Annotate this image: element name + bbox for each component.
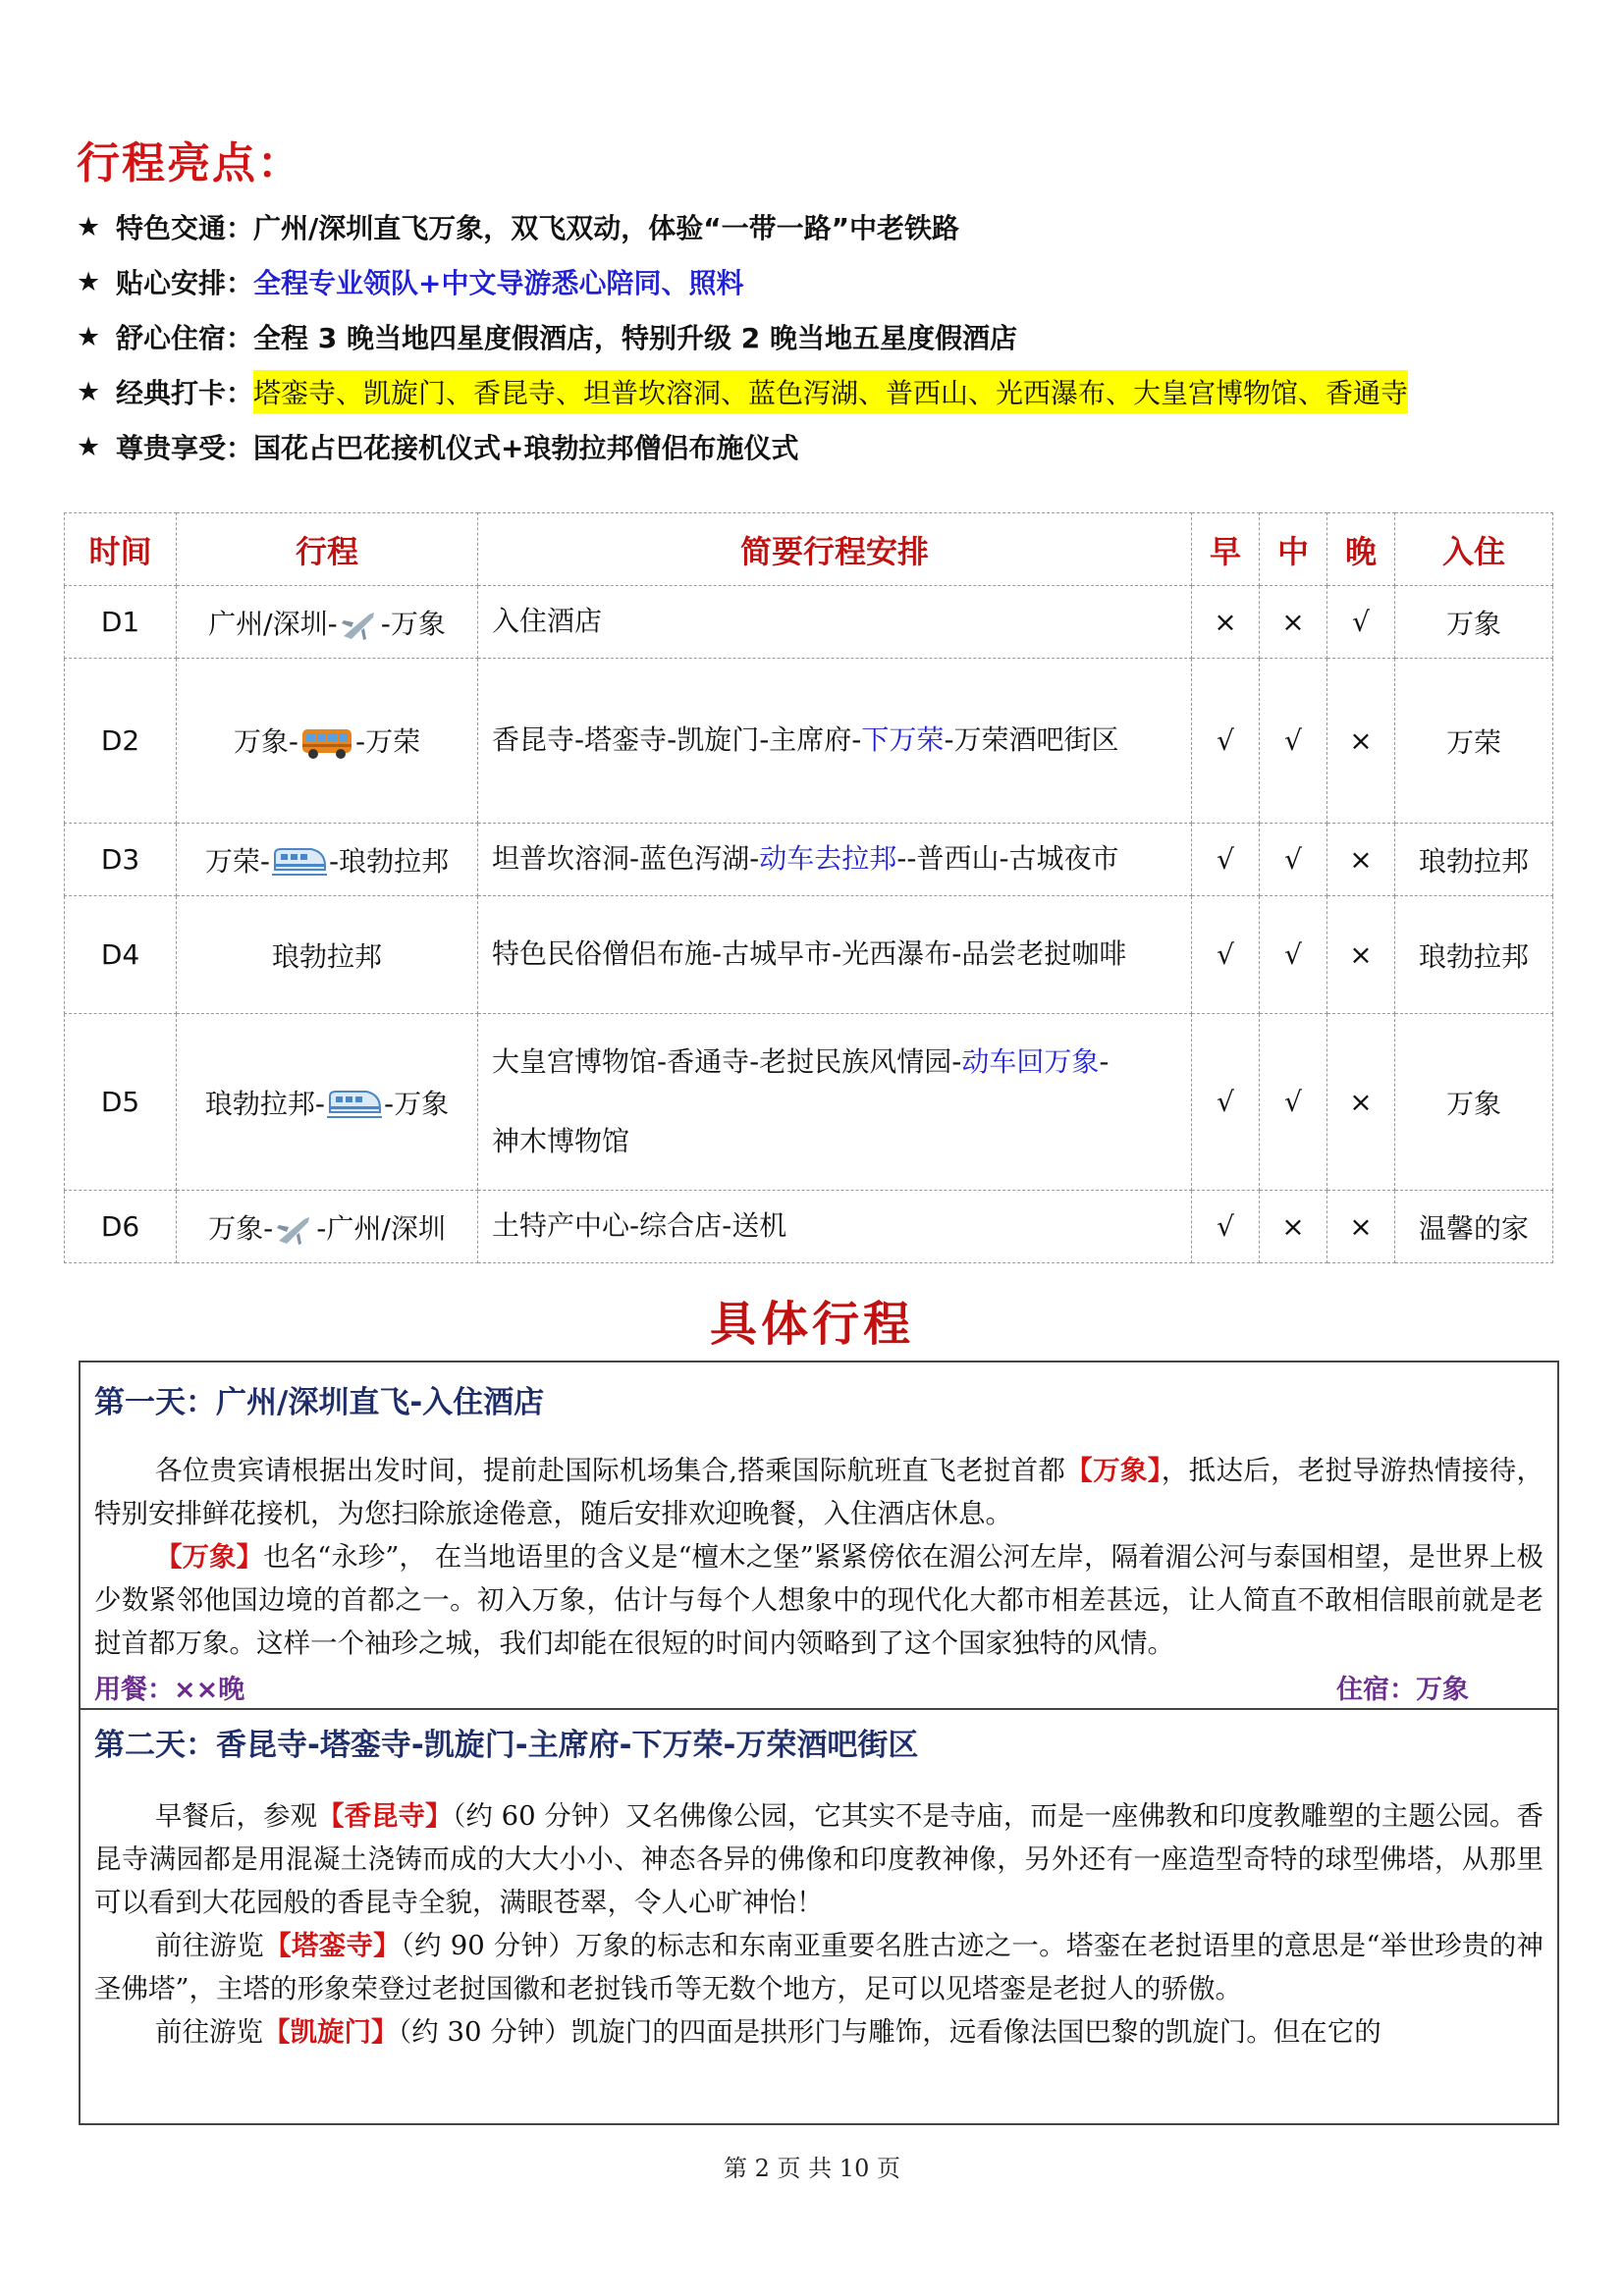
stay-cell: 万象	[1395, 1014, 1553, 1191]
route-to: -万象	[384, 1087, 450, 1120]
highlight-item	[77, 309, 1549, 364]
day2-heading-row	[81, 1710, 1557, 1773]
table-row	[65, 659, 1553, 824]
summary-transport: 动车去拉邦	[759, 842, 897, 876]
route-from: 琅勃拉邦	[271, 939, 382, 973]
header-summary: 简要行程安排	[478, 513, 1192, 586]
header-lunch: 中	[1260, 513, 1327, 586]
stay-cell: 温馨的家	[1395, 1191, 1553, 1263]
place-name: 【万象】	[1065, 1455, 1162, 1486]
summary-text: 入住酒店	[492, 605, 603, 638]
summary-text: --普西山-古城夜市	[896, 842, 1119, 876]
header-dinner: 晚	[1327, 513, 1395, 586]
header-time: 时间	[65, 513, 177, 586]
route-cell	[177, 586, 478, 659]
lunch-cell: √	[1260, 896, 1327, 1014]
lunch-cell: ×	[1260, 1191, 1327, 1263]
header-stay: 入住	[1395, 513, 1553, 586]
star-icon: ★	[77, 321, 101, 352]
detail-box	[79, 1361, 1559, 2125]
summary-text: 大皇宫博物馆-香通寺-老挝民族风情园-	[492, 1044, 962, 1078]
highlight-item	[77, 364, 1549, 419]
page-footer: 第 2 页 共 10 页	[724, 2155, 900, 2182]
text: （约 60 分钟）又名佛像公园，它其实不是寺庙，而是一座佛教和印度教雕塑的主题公园。香昆寺满园都是用混凝土浇铸而成的大大小小、神态各异的佛像和印度教神像，另外还有一座造型奇特的球型佛塔，从那里可以看到大花园般的香昆寺全貌，满眼苍翠，令人心旷神怡！	[94, 1800, 1543, 1918]
stay-cell: 万荣	[1395, 659, 1553, 824]
lunch-cell: √	[1260, 824, 1327, 896]
airplane-icon	[275, 1213, 314, 1247]
highlight-label: 特色交通：	[116, 212, 254, 244]
place-name: 【塔銮寺】	[264, 1930, 401, 1961]
stay-cell: 万象	[1395, 586, 1553, 659]
place-name: 【香昆寺】	[317, 1800, 453, 1832]
stay-cell: 琅勃拉邦	[1395, 824, 1553, 896]
dinner-cell: ×	[1327, 1014, 1395, 1191]
route-cell	[177, 1014, 478, 1191]
text: （约 30 分钟）凯旋门的四面是拱形门与雕饰，远看像法国巴黎的凯旋门。但在它的	[398, 2016, 1381, 2048]
itinerary-table	[64, 512, 1553, 1263]
highlights-title: 行程亮点：	[77, 138, 302, 188]
star-icon: ★	[77, 376, 101, 407]
summary-cell	[478, 1014, 1192, 1191]
day-cell: D3	[65, 824, 177, 896]
route-cell	[177, 896, 478, 1014]
day2-heading: 第二天：香昆寺-塔銮寺-凯旋门-主席府-下万荣-万荣酒吧街区	[94, 1727, 919, 1763]
summary-cell	[478, 824, 1192, 896]
route-to: -琅勃拉邦	[329, 844, 450, 878]
day2-paragraph-1	[81, 1794, 1557, 1924]
summary-text: 香昆寺-塔銮寺-凯旋门-主席府-	[492, 723, 862, 757]
route-to: -万象	[380, 607, 446, 640]
table-row	[65, 586, 1553, 659]
summary-cell	[478, 1191, 1192, 1263]
highlight-label: 贴心安排：	[116, 267, 254, 299]
star-icon: ★	[77, 211, 101, 242]
place-name: 【万象】	[155, 1541, 264, 1573]
lunch-cell: √	[1260, 659, 1327, 824]
table-row	[65, 896, 1553, 1014]
day-cell: D2	[65, 659, 177, 824]
breakfast-cell: √	[1192, 1191, 1260, 1263]
summary-cell	[478, 659, 1192, 824]
bus-icon	[300, 725, 353, 761]
table-row	[65, 1014, 1553, 1191]
day1-meal-stay	[81, 1665, 1557, 1708]
day1-meal: 用餐：××晚	[94, 1674, 245, 1705]
stay-cell: 琅勃拉邦	[1395, 896, 1553, 1014]
route-cell	[177, 1191, 478, 1263]
highlight-label: 尊贵享受：	[116, 432, 254, 464]
detail-title: 具体行程	[709, 1297, 914, 1352]
table-row	[65, 1191, 1553, 1263]
day1-heading: 第一天：广州/深圳直飞-入住酒店	[94, 1384, 545, 1420]
star-icon: ★	[77, 266, 101, 297]
day1-heading-row	[81, 1362, 1557, 1435]
summary-transport: 动车回万象	[961, 1044, 1100, 1078]
highlight-value: 全程 3 晚当地四星度假酒店，特别升级 2 晚当地五星度假酒店	[253, 322, 1017, 354]
highlight-item	[77, 419, 1549, 474]
text: 也名“永珍”， 在当地语里的含义是“檀木之堡”紧紧傍依在湄公河左岸，隔着湄公河与泰国相望，是世界上极少数紧邻他国边境的首都之一。初入万象，估计与每个人想象中的现代化大都市相差甚远，让人简直不敢相信眼前就是老挝首都万象。这样一个袖珍之城，我们却能在很短的时间内领略到了这个国家独特的风情。	[94, 1541, 1543, 1659]
summary-cell	[478, 586, 1192, 659]
text: 各位贵宾请根据出发时间，提前赴国际机场集合,搭乘国际航班直飞老挝首都	[155, 1455, 1066, 1486]
day1-stay: 住宿：万象	[1336, 1674, 1469, 1705]
summary-text: 特色民俗僧侣布施-古城早市-光西瀑布-品尝老挝咖啡	[492, 937, 1127, 971]
route-from: 万象-	[208, 1211, 274, 1245]
breakfast-cell: √	[1192, 1014, 1260, 1191]
summary-text: -万荣酒吧街区	[944, 723, 1119, 757]
place-name: 【凯旋门】	[263, 2016, 399, 2048]
summary-cell	[478, 896, 1192, 1014]
summary-text: 神木博物馆	[492, 1124, 630, 1157]
table-row	[65, 824, 1553, 896]
text: （约 90 分钟）万象的标志和东南亚重要名胜古迹之一。塔銮在老挝语里的意思是“举世珍贵的神圣佛塔”，主塔的形象荣登过老挝国徽和老挝钱币等无数个地方，足可以见塔銮是老挝人的骄傲。	[94, 1930, 1544, 2004]
text: 前往游览	[155, 1930, 265, 1961]
dinner-cell: ×	[1327, 659, 1395, 824]
train-icon	[272, 846, 327, 880]
route-from: 万荣-	[204, 844, 270, 878]
dinner-cell: ×	[1327, 896, 1395, 1014]
route-cell	[177, 659, 478, 824]
day-cell: D6	[65, 1191, 177, 1263]
dinner-cell: ×	[1327, 1191, 1395, 1263]
itinerary-body	[65, 586, 1553, 1263]
highlight-value: 塔銮寺、凯旋门、香昆寺、坦普坎溶洞、蓝色泻湖、普西山、光西瀑布、大皇宫博物馆、香通寺	[253, 370, 1408, 413]
breakfast-cell: √	[1192, 659, 1260, 824]
highlight-label: 舒心住宿：	[116, 322, 254, 354]
highlight-label: 经典打卡：	[116, 377, 254, 409]
dinner-cell: ×	[1327, 824, 1395, 896]
day2-paragraph-3	[81, 2010, 1557, 2054]
train-icon	[327, 1089, 382, 1122]
route-from: 广州/深圳-	[208, 607, 338, 640]
route-to: -广州/深圳	[316, 1211, 446, 1245]
star-icon: ★	[77, 431, 101, 462]
day-cell: D5	[65, 1014, 177, 1191]
breakfast-cell: √	[1192, 824, 1260, 896]
text: 早餐后，参观	[155, 1800, 318, 1832]
summary-transport: 下万荣	[861, 723, 945, 757]
dinner-cell: √	[1327, 586, 1395, 659]
highlight-item	[77, 254, 1549, 309]
route-to: -万荣	[355, 725, 421, 758]
highlight-value: 国花占巴花接机仪式+琅勃拉邦僧侣布施仪式	[253, 432, 799, 464]
highlight-value: 全程专业领队+中文导游悉心陪同、照料	[253, 267, 744, 299]
header-route: 行程	[177, 513, 478, 586]
airplane-icon	[340, 609, 379, 642]
route-from: 万象-	[233, 725, 298, 758]
text: 前往游览	[155, 2016, 263, 2048]
route-cell	[177, 824, 478, 896]
breakfast-cell: √	[1192, 896, 1260, 1014]
highlight-item	[77, 199, 1549, 254]
table-header-row	[65, 513, 1553, 586]
summary-text: 坦普坎溶洞-蓝色泻湖-	[492, 842, 760, 876]
day1-paragraph-1	[81, 1449, 1557, 1535]
day1-paragraph-2	[81, 1535, 1557, 1665]
day-cell: D1	[65, 586, 177, 659]
highlights-list	[77, 199, 1549, 474]
text: ，抵达后，老挝导游热情接待，特别安排鲜花接机，为您扫除旅途倦意，随后安排欢迎晚餐，入住酒店休息。	[94, 1455, 1544, 1529]
header-breakfast: 早	[1192, 513, 1260, 586]
summary-text: 土特产中心-综合店-送机	[492, 1209, 787, 1243]
highlight-value: 广州/深圳直飞万象，双飞双动，体验“一带一路”中老铁路	[253, 212, 960, 244]
breakfast-cell: ×	[1192, 586, 1260, 659]
lunch-cell: √	[1260, 1014, 1327, 1191]
lunch-cell: ×	[1260, 586, 1327, 659]
summary-text: -	[1099, 1044, 1110, 1078]
day2-paragraph-2	[81, 1924, 1557, 2010]
route-from: 琅勃拉邦-	[204, 1087, 325, 1120]
day-cell: D4	[65, 896, 177, 1014]
